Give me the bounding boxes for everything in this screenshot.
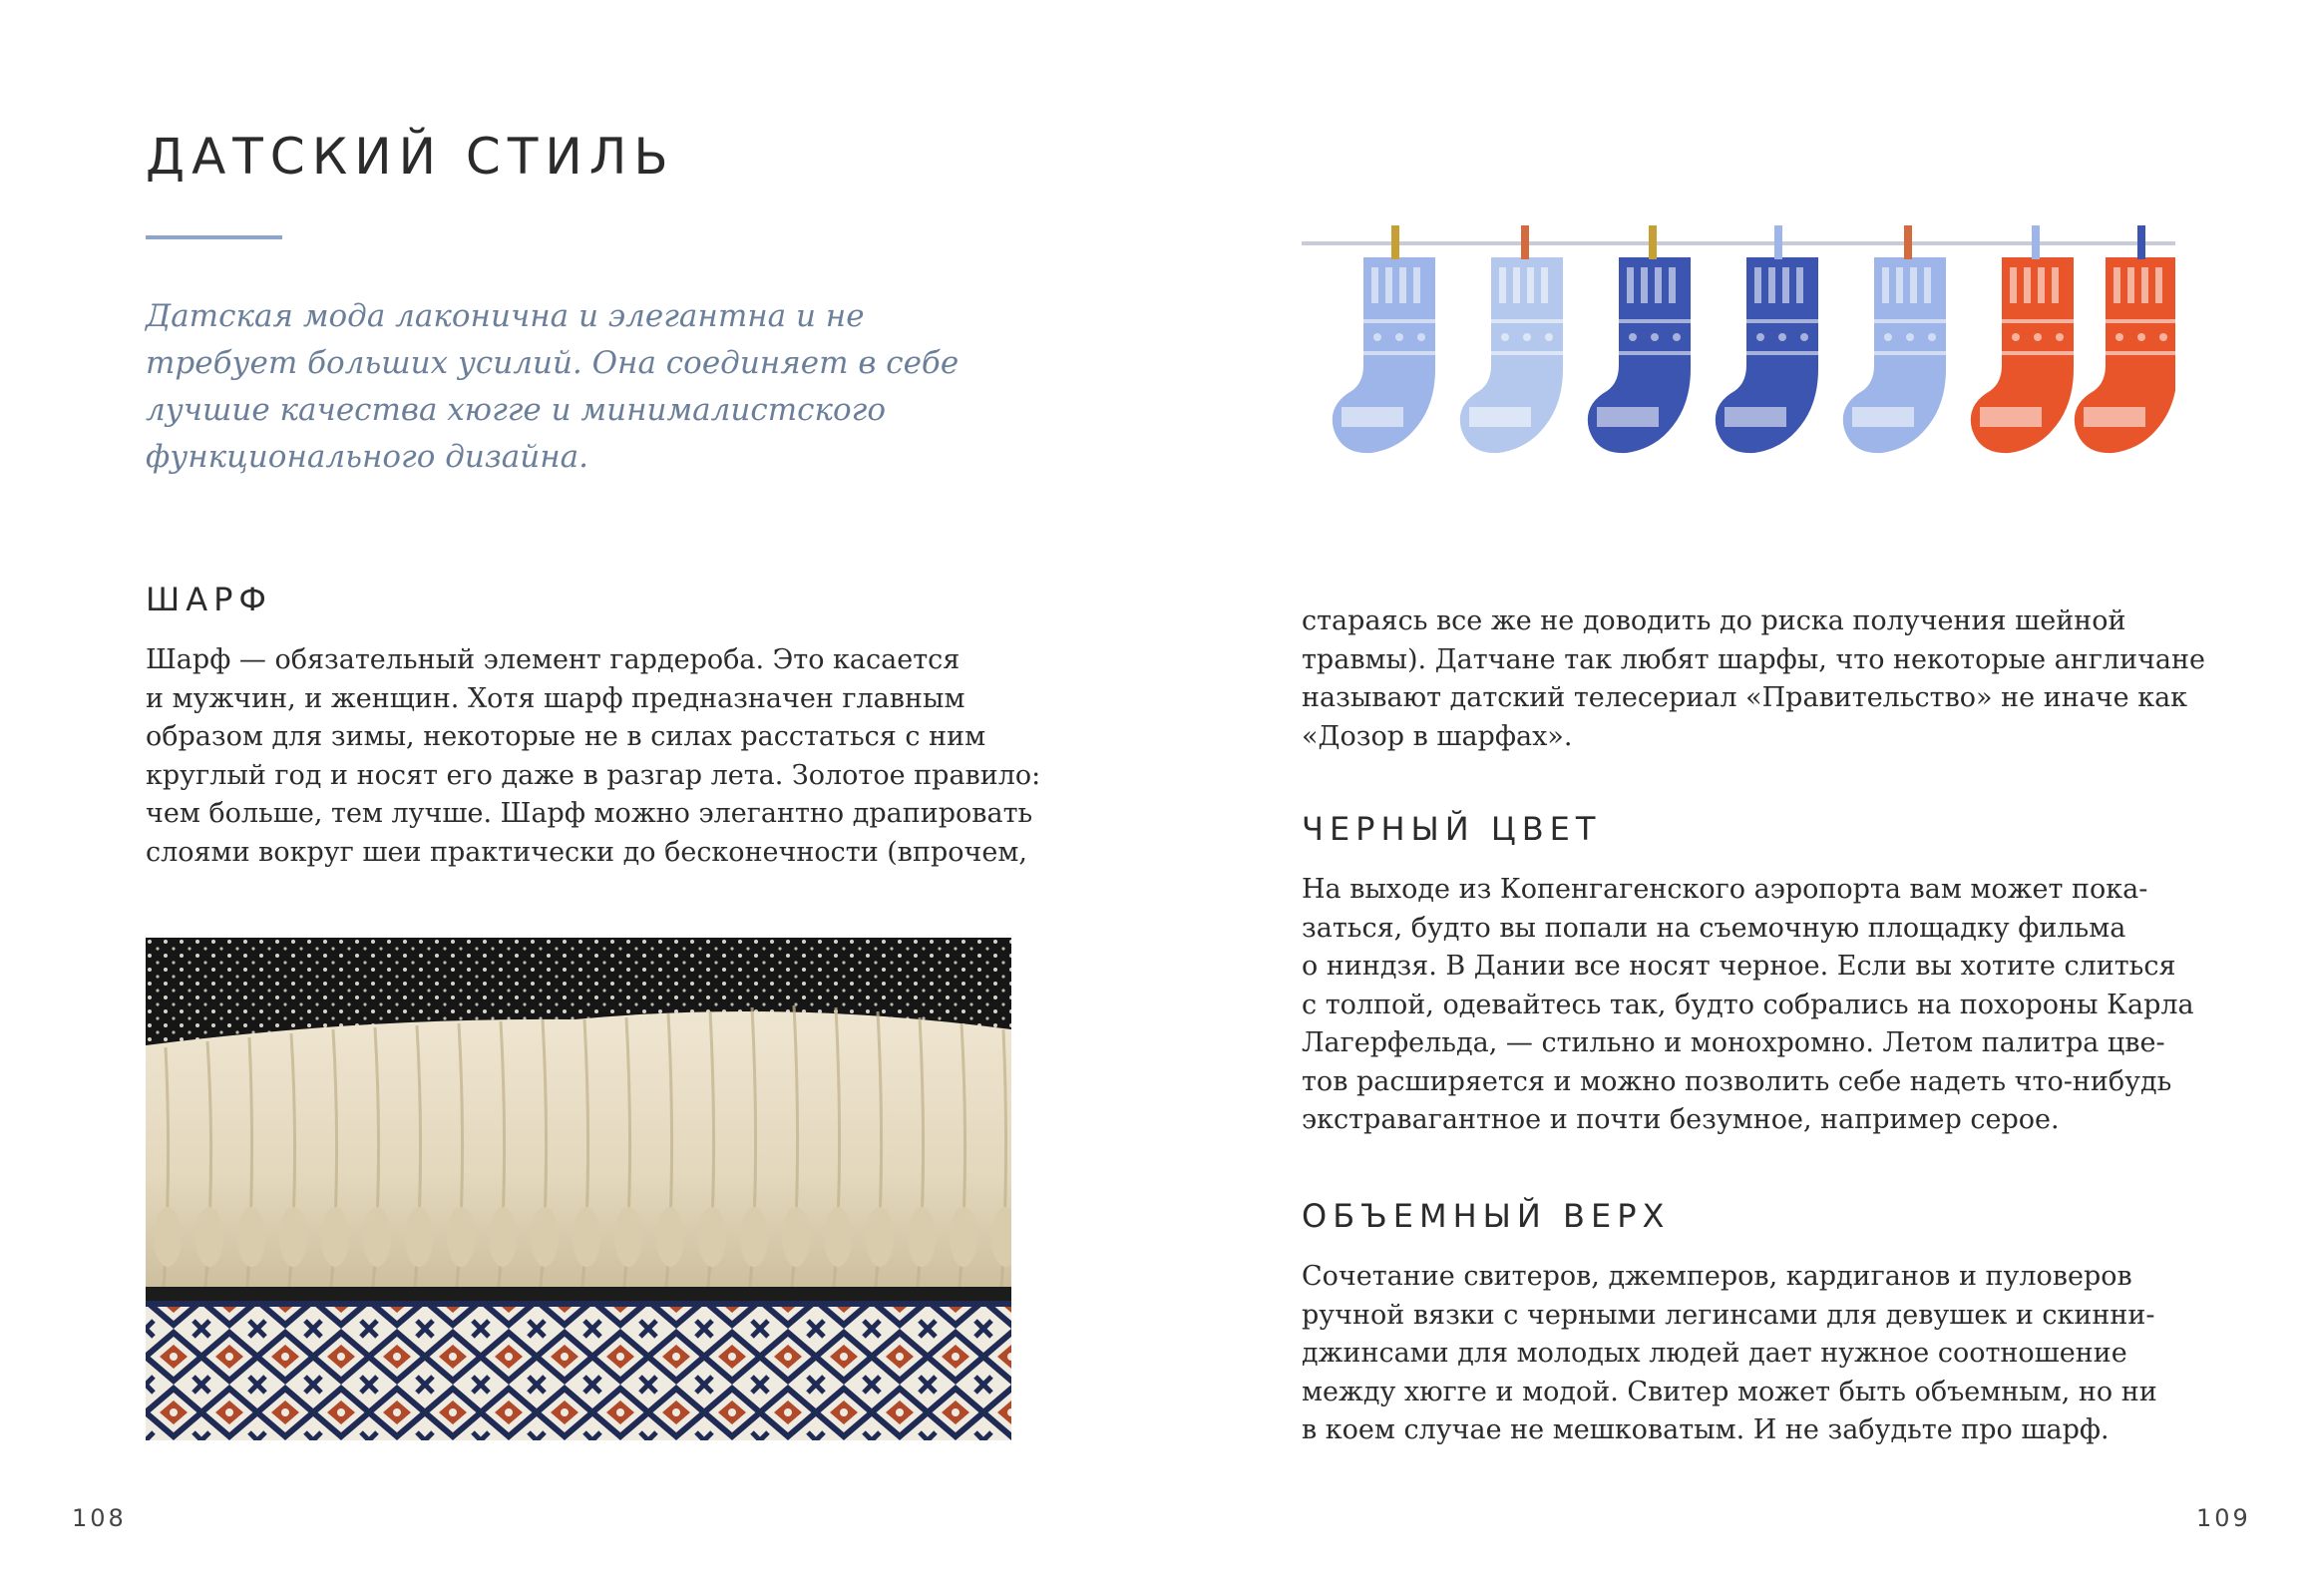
text-line: в коем случае не мешковатым. И не забудьте про шарф.	[1302, 1414, 2110, 1445]
text-line: слоями вокруг шеи практически до бесконечности (впрочем,	[146, 836, 1027, 868]
black-color-paragraph	[1302, 871, 2259, 1140]
intro-line: функционального дизайна.	[146, 439, 588, 475]
intro-line: Датская мода лаконична и элегантна и не	[146, 298, 865, 334]
volume-top-paragraph	[1302, 1258, 2259, 1450]
intro-line: лучшие качества хюгге и минималистского	[146, 392, 886, 428]
text-line: ручной вязки с черными легинсами для девушек и скинни-	[1302, 1299, 2155, 1331]
left-page	[0, 0, 1151, 1596]
scarf-continuation-paragraph	[1302, 602, 2259, 756]
text-line: чем больше, тем лучше. Шарф можно элегантно драпировать	[146, 798, 1033, 829]
scarf-fringe-photo-icon	[146, 938, 1011, 1440]
text-line: экстравагантное и почти безумное, например серое.	[1302, 1104, 2060, 1135]
text-line: травмы). Датчане так любят шарфы, что некоторые англичане	[1302, 643, 2205, 675]
text-line: между хюгге и модой. Свитер может быть объемным, но ни	[1302, 1376, 2157, 1407]
text-line: образом для зимы, некоторые не в силах расстаться с ним	[146, 721, 986, 752]
text-line: заться, будто вы попали на съемочную площадку фильма	[1302, 912, 2126, 944]
socks-on-clothesline-icon	[1302, 217, 2175, 467]
title-underline	[146, 235, 282, 239]
text-line: стараясь все же не доводить до риска получения шейной	[1302, 605, 2126, 636]
right-page	[1152, 0, 2303, 1596]
text-line: тов расширяется и можно позволить себе надеть что-нибудь	[1302, 1065, 2172, 1097]
text-line: Сочетание свитеров, джемперов, кардиганов и пуловеров	[1302, 1261, 2132, 1292]
page-title: ДАТСКИЙ СТИЛЬ	[146, 128, 675, 186]
text-line: и мужчин, и женщин. Хотя шарф предназначен главным	[146, 682, 965, 714]
text-line: На выходе из Копенгагенского аэропорта вам может пока-	[1302, 874, 2148, 905]
text-line: джинсами для молодых людей дает нужное соотношение	[1302, 1338, 2127, 1369]
text-line: «Дозор в шарфах».	[1302, 720, 1573, 752]
text-line: о ниндзя. В Дании все носят черное. Если вы хотите слиться	[1302, 951, 2176, 982]
black-color-heading: ЧЕРНЫЙ ЦВЕТ	[1302, 810, 1602, 848]
page-number-left: 108	[72, 1504, 127, 1532]
scarf-paragraph	[146, 641, 1043, 872]
scarf-heading: ШАРФ	[146, 581, 272, 618]
intro-line: требует больших усилий. Она соединяет в себе	[146, 345, 960, 381]
text-line: Шарф — обязательный элемент гардероба. Это касается	[146, 644, 960, 675]
intro-paragraph	[146, 293, 963, 481]
page-number-right: 109	[2196, 1504, 2251, 1532]
volume-top-heading: ОБЪЕМНЫЙ ВЕРХ	[1302, 1197, 1671, 1235]
text-line: с толпой, одевайтесь так, будто собрались на похороны Карла	[1302, 989, 2194, 1020]
text-line: называют датский телесериал «Правительство» не иначе как	[1302, 682, 2188, 713]
text-line: круглый год и носят его даже в разгар лета. Золотое правило:	[146, 759, 1041, 791]
text-line: Лагерфельда, — стильно и монохромно. Летом палитра цве-	[1302, 1027, 2165, 1058]
